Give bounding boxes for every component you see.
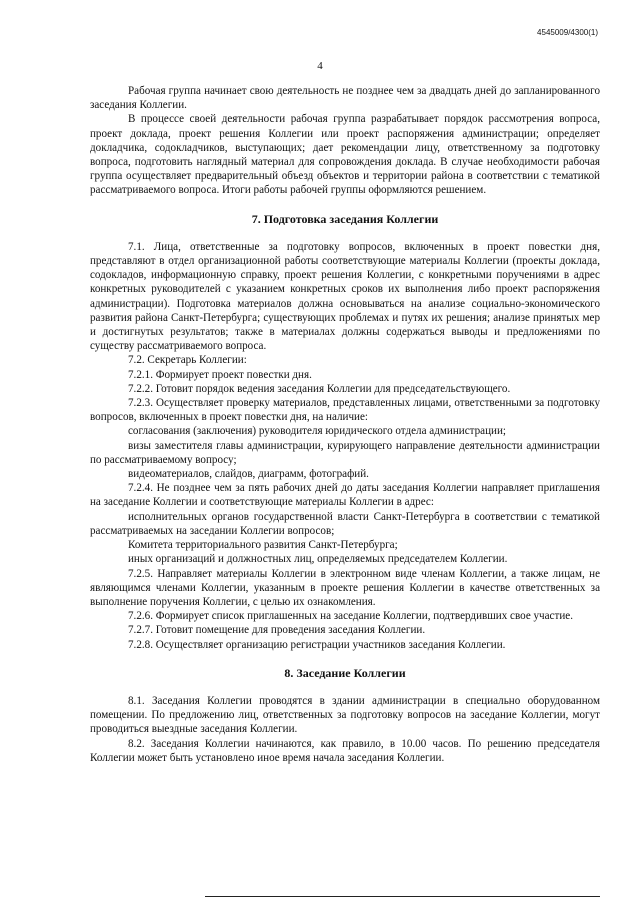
paragraph: видеоматериалов, слайдов, диаграмм, фотографий. — [128, 468, 369, 481]
paragraph: 7.2.4. Не позднее чем за пять рабочих дней до даты заседания Коллегии направляет приглашения на заседание Коллегии и соответствующие материалы Коллегии в адрес: — [90, 482, 600, 509]
paragraph: 7.2.8. Осуществляет организацию регистрации участников заседания Коллегии. — [128, 638, 506, 651]
document-id: 4545009/4300(1) — [537, 28, 598, 37]
paragraph: Комитета территориального развития Санкт-Петербурга; — [128, 539, 398, 552]
paragraph: иных организаций и должностных лиц, определяемых председателем Коллегии. — [128, 553, 508, 566]
paragraph: 7.2.6. Формирует список приглашенных на заседание Коллегии, подтвердивших свое участие. — [128, 610, 573, 623]
paragraph: В процессе своей деятельности рабочая группа разрабатывает порядок рассмотрения вопроса, проект доклада, проект решения Коллегии или проект распоряжения администрации; определяет докладчика, содокладчиков, выступающих; дает рекомендации лицу, ответственному за подготовку вопроса, подготовить наглядный материал для сопровождения доклада. В случае необходимости рабочая группа осуществляет предварительный объезд объектов и территории района в соответствии с тематикой рассматриваемого вопроса. Итоги работы рабочей группы оформляются решением. — [90, 113, 600, 197]
page-number: 4 — [317, 60, 323, 72]
section-heading: 8. Заседание Коллегии — [284, 665, 406, 680]
document-body — [90, 84, 600, 765]
section-heading: 7. Подготовка заседания Коллегии — [251, 211, 439, 226]
footer-rule — [205, 896, 600, 897]
paragraph: 8.1. Заседания Коллегии проводятся в здании администрации в специально оборудованном помещении. По предложению лиц, ответственных за подготовку вопросов на заседание Коллегии, могут проводиться выездные заседания Коллегии. — [90, 694, 600, 736]
paragraph: 7.1. Лица, ответственные за подготовку вопросов, включенных в проект повестки дня, представляют в отдел организационной работы соответствующие материалы Коллегии (проекты доклада, содокладов, информационную справку, проект решения Коллегии, с конкретными поручениями в адрес конкретных руководителей с указанием конкретных сроков их выполнения либо проект распоряжения администрации). Подготовка материалов должна основываться на анализе социально-экономического развития района Санкт-Петербурга; существующих проблемах и путях их решения; анализе принятых мер и достигнутых результатов; также в материалах должны содержаться выводы и предложениями по существу рассматриваемого вопроса. — [90, 240, 600, 353]
paragraph: 7.2.3. Осуществляет проверку материалов, представленных лицами, ответственными за подготовку вопросов, включенных в проект повестки дня, на наличие: — [90, 397, 600, 424]
paragraph: 7.2. Секретарь Коллегии: — [128, 354, 247, 367]
paragraph: 7.2.1. Формирует проект повестки дня. — [128, 368, 312, 381]
paragraph: Рабочая группа начинает свою деятельность не позднее чем за двадцать дней до запланированного заседания Коллегии. — [90, 85, 600, 112]
paragraph: визы заместителя главы администрации, курирующего направление деятельности администрации по рассматриваемому вопросу; — [90, 439, 600, 466]
paragraph: исполнительных органов государственной власти Санкт-Петербурга в соответствии с тематикой рассматриваемых на заседании Коллегии вопросов; — [90, 510, 600, 537]
paragraph: 7.2.2. Готовит порядок ведения заседания Коллегии для председательствующего. — [128, 382, 511, 395]
paragraph: согласования (заключения) руководителя юридического отдела администрации; — [128, 425, 506, 438]
paragraph: 7.2.5. Направляет материалы Коллегии в электронном виде членам Коллегии, а также лицам, не являющимся членами Коллегии, указанным в проекте решения Коллегии в качестве ответственных за выполнение поручения Коллегии, с целью их ознакомления. — [90, 567, 600, 608]
paragraph: 8.2. Заседания Коллегии начинаются, как правило, в 10.00 часов. По решению председателя Коллегии может быть установлено иное время начала заседания Коллегии. — [90, 737, 600, 764]
paragraph: 7.2.7. Готовит помещение для проведения заседания Коллегии. — [128, 624, 426, 637]
